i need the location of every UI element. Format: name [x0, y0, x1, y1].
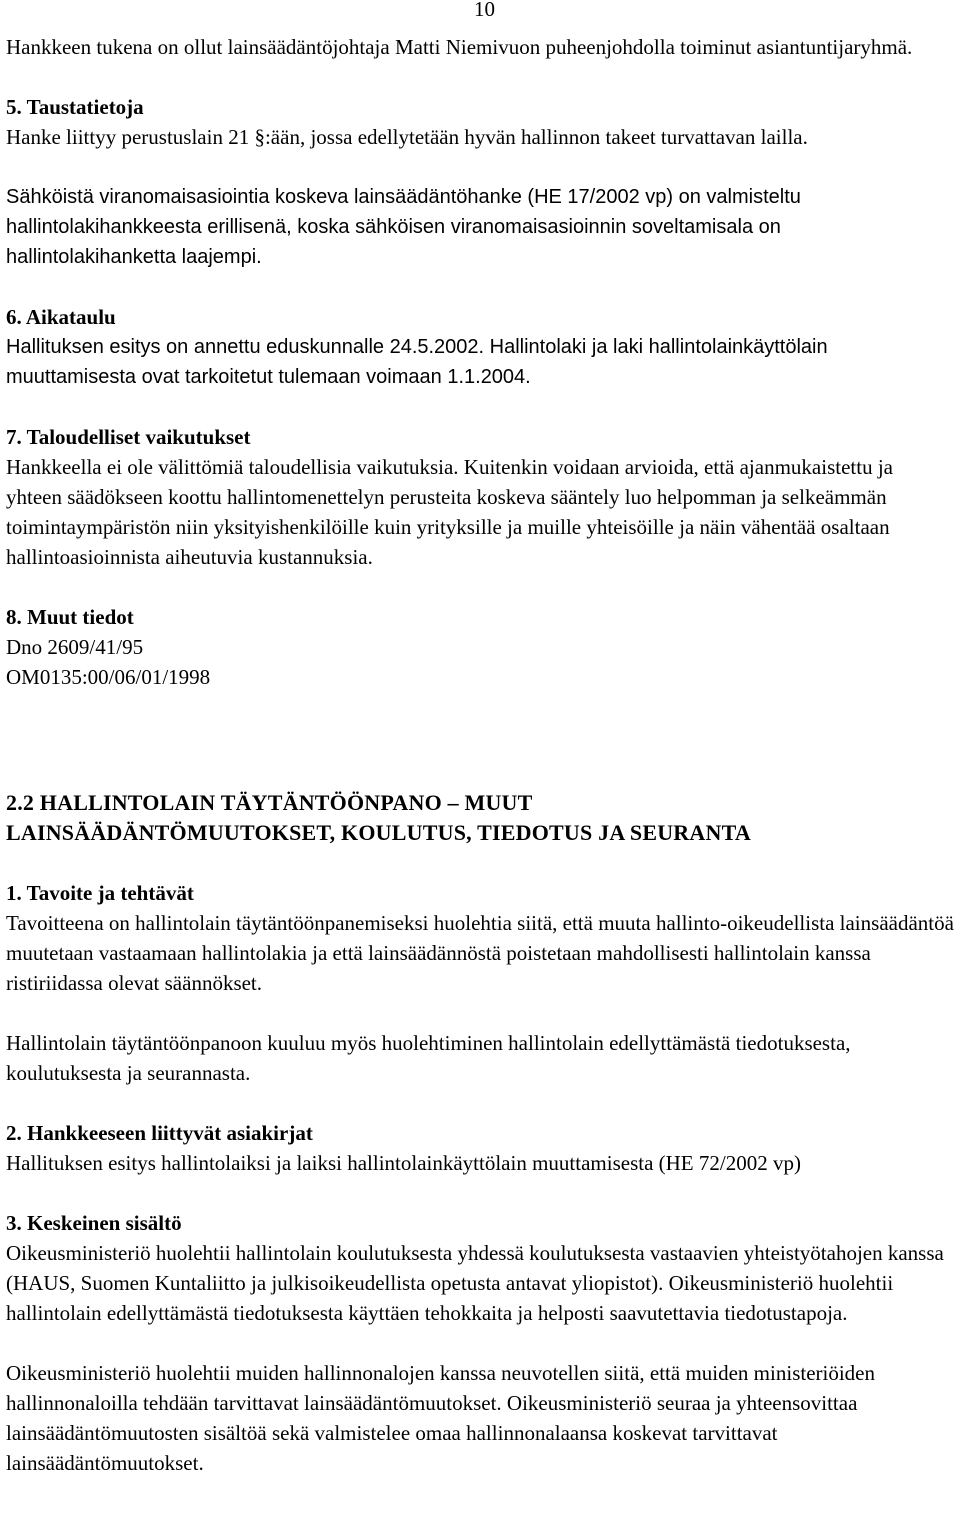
section-5-text: Hanke liittyy perustuslain 21 §:ään, jossa edellytetään hyvän hallinnon takeet turvattavan lailla.	[6, 125, 808, 149]
subsection-1-heading: 1. Tavoite ja tehtävät	[6, 881, 194, 905]
section-8-om: OM0135:00/06/01/1998	[6, 665, 211, 689]
page-number: 10	[474, 0, 495, 21]
section-7-text: Hankkeella ei ole välittömiä taloudellisia vaikutuksia. Kuitenkin voidaan arvioida, että ajanmukaistettu ja yhteen säädökseen koottu hallintomenettelyn perusteita koskeva sääntely luo helpomman ja selkeämmän toimintaympäristön niin yksityishenkilöille kuin yrityksille ja muille yhteisöille ja näin vähentää osaltaan hallintoasioinnista aiheutuvia kustannuksia.	[6, 455, 893, 569]
section-2-2-title-line2: LAINSÄÄDÄNTÖMUUTOKSET, KOULUTUS, TIEDOTUS JA SEURANTA	[6, 820, 751, 845]
subsection-2-heading: 2. Hankkeeseen liittyvät asiakirjat	[6, 1121, 313, 1145]
section-2-2-title-line1: 2.2 HALLINTOLAIN TÄYTÄNTÖÖNPANO – MUUT	[6, 790, 533, 815]
section-8-heading: 8. Muut tiedot	[6, 605, 134, 629]
section-2-2-title	[6, 788, 954, 848]
subsection-3-heading: 3. Keskeinen sisältö	[6, 1211, 182, 1235]
subsection-3-paragraph-1: Oikeusministeriö huolehtii hallintolain koulutuksesta yhdessä koulutuksesta vastaavien yhteistyötahojen kanssa (HAUS, Suomen Kuntaliitto ja julkisoikeudellista opetusta antavat yliopistot). Oikeusministeriö huolehtii hallintolain edellyttämästä tiedotuksesta käyttäen tehokkaita ja helposti saavutettavia tiedotustapoja.	[6, 1241, 944, 1325]
section-6-text: Hallituksen esitys on annettu eduskunnalle 24.5.2002. Hallintolaki ja laki hallintolainkäyttölain muuttamisesta ovat tarkoitetut tulemaan voimaan 1.1.2004.	[6, 336, 828, 388]
section-7-heading: 7. Taloudelliset vaikutukset	[6, 425, 251, 449]
section-8-dno: Dno 2609/41/95	[6, 635, 144, 659]
spacer	[6, 692, 954, 788]
section-5-note: Sähköistä viranomaisasiointia koskeva lainsäädäntöhanke (HE 17/2002 vp) on valmisteltu hallintolakihankkeesta erillisenä, koska sähköisen viranomaisasioinnin soveltamisala on hallintolakihanketta laajempi.	[6, 186, 801, 268]
subsection-1-paragraph-2: Hallintolain täytäntöönpanoon kuuluu myös huolehtiminen hallintolain edellyttämästä tiedotuksesta, koulutuksesta ja seurannasta.	[6, 1031, 851, 1085]
document-body	[6, 32, 954, 1478]
section-5-heading: 5. Taustatietoja	[6, 95, 144, 119]
section-6-heading: 6. Aikataulu	[6, 305, 116, 329]
subsection-2-text: Hallituksen esitys hallintolaiksi ja laiksi hallintolainkäyttölain muuttamisesta (HE 72/2002 vp)	[6, 1151, 801, 1175]
intro-paragraph: Hankkeen tukena on ollut lainsäädäntöjohtaja Matti Niemivuon puheenjohdolla toiminut asiantuntijaryhmä.	[6, 35, 913, 59]
subsection-1-paragraph-1: Tavoitteena on hallintolain täytäntöönpanemiseksi huolehtia siitä, että muuta hallinto-oikeudellista lainsäädäntöä muutetaan vastaamaan hallintolakia ja että lainsäädännöstä poistetaan mahdollisesti hallintolain kanssa ristiriidassa olevat säännökset.	[6, 911, 954, 995]
subsection-3-paragraph-2: Oikeusministeriö huolehtii muiden hallinnonalojen kanssa neuvotellen siitä, että muiden ministeriöiden hallinnonaloilla tehdään tarvittavat lainsäädäntömuutokset. Oikeusministeriö seuraa ja yhteensovittaa lainsäädäntömuutosten sisältöä sekä valmistelee omaa hallinnonalaansa koskevat tarvittavat lainsäädäntömuutokset.	[6, 1361, 875, 1475]
